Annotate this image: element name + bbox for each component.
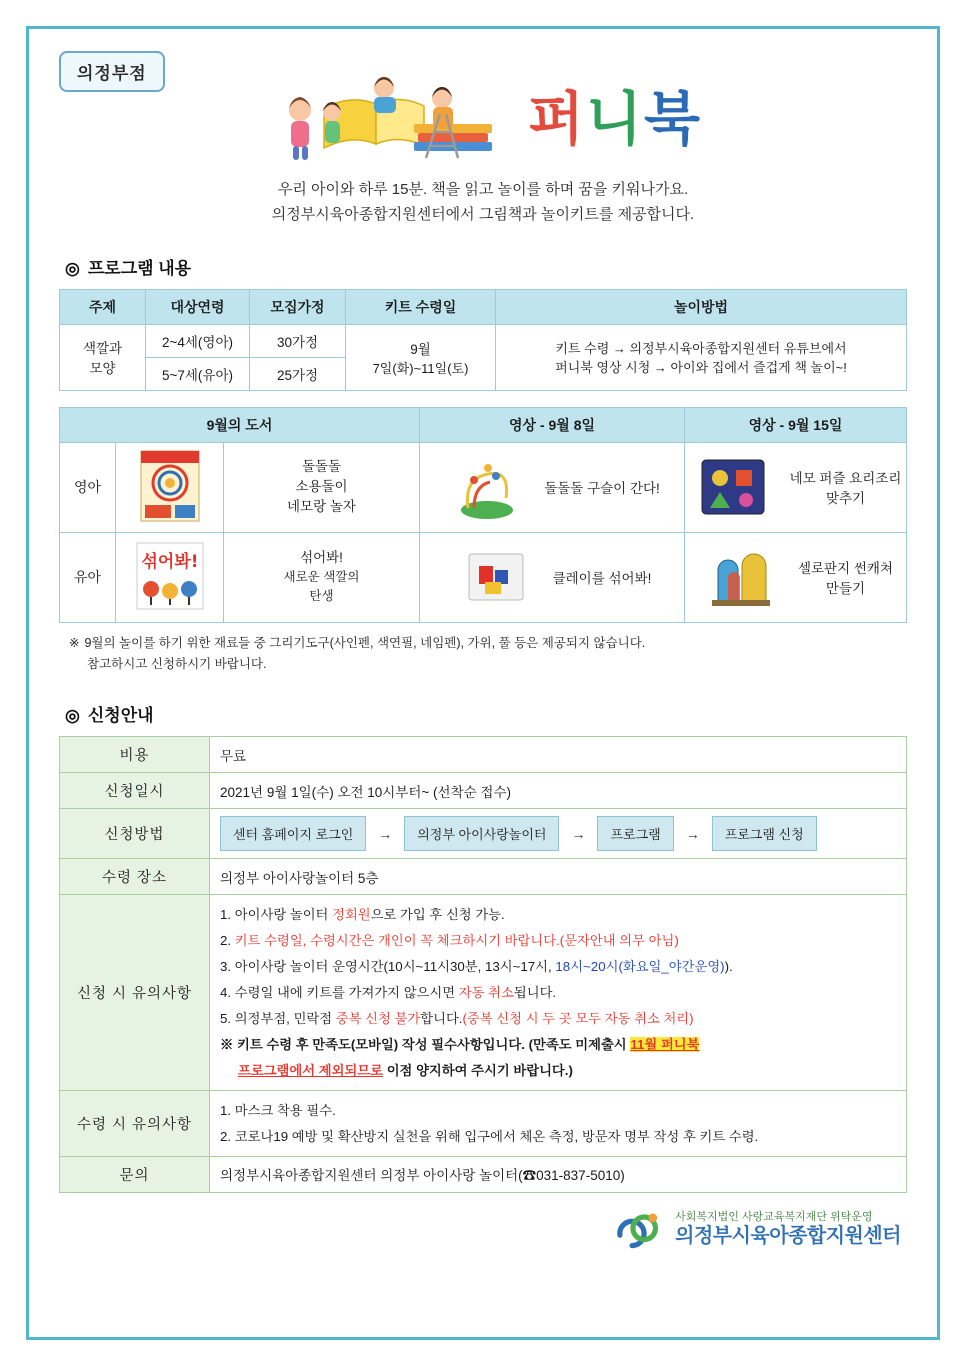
subject-line-1: 색깔과	[82, 341, 123, 356]
book-cover-icon	[127, 539, 213, 613]
cell-pickup-date	[346, 324, 496, 390]
book-title-line-3: 탄생	[309, 589, 334, 604]
cell-subject	[60, 324, 146, 390]
svg-text:섞어봐!: 섞어봐!	[140, 551, 199, 572]
book-title-line-1: 돌돌돌	[301, 458, 342, 474]
value-apply-method	[210, 809, 907, 859]
caution-item-5: 5. 의정부점, 민락점 중복 신청 불가합니다.(중복 신청 시 두 곳 모두 자동 취소 처리)	[220, 1010, 694, 1026]
book-title-line-3: 네모랑 놀자	[287, 499, 356, 515]
cell-book-cover-child	[116, 532, 224, 622]
value-pickup-place: 의정부 아이사랑놀이터 5층	[210, 859, 907, 895]
center-logo-icon	[613, 1209, 665, 1251]
program-title	[527, 87, 703, 152]
cell-age-infant-label: 영아	[60, 442, 116, 532]
value-contact: 의정부시육아종합지원센터 의정부 아이사랑 놀이터(☎031-837-5010)	[210, 1156, 907, 1192]
bullet-icon: ◎	[65, 258, 80, 278]
marble-run-toy-icon	[444, 450, 530, 524]
th-families: 모집가정	[250, 289, 346, 324]
value-apply-cautions	[210, 895, 907, 1091]
book-cover-icon	[127, 449, 213, 523]
table-row	[60, 442, 907, 532]
subject-line-2: 모양	[89, 361, 116, 376]
th-age: 대상연령	[146, 289, 250, 324]
book-title-line-1: 섞어봐!	[300, 550, 343, 566]
tagline	[59, 178, 907, 228]
application-table	[59, 736, 907, 1193]
flow-step-3: 프로그램	[597, 816, 673, 851]
cell-video1-infant	[420, 442, 685, 532]
table-header-row	[60, 407, 907, 442]
materials-note-line-1: 9월의 놀이를 하기 위한 재료들 중 그리기도구(사인펜, 색연필, 네임펜), 가위, 풀 등은 제공되지 않습니다.	[84, 635, 646, 650]
table-row	[60, 532, 907, 622]
cell-book-title-infant	[224, 442, 420, 532]
tagline-line-2: 의정부시육아종합지원센터에서 그림책과 놀이키트를 제공합니다.	[271, 205, 695, 223]
caution-star-line-2: 프로그램에서 제외되므로 이점 양지하여 주시기 바랍니다.)	[238, 1062, 573, 1078]
label-contact: 문의	[60, 1156, 210, 1192]
book-title-line-2: 새로운 색깔의	[283, 570, 360, 585]
receive-item-2: 2. 코로나19 예방 및 확산방지 실천을 위해 입구에서 체온 측정, 방문자 명부 작성 후 키트 수령.	[220, 1128, 759, 1144]
title-char-2: 니	[585, 87, 645, 152]
receive-item-1: 1. 마스크 착용 필수.	[220, 1103, 336, 1119]
cell-age-child: 5~7세(유아)	[146, 357, 250, 390]
th-video-sep-15: 영상 - 9월 15일	[685, 407, 907, 442]
video1-label-child: 클레이를 섞어봐!	[552, 571, 652, 586]
caution-item-2: 2. 키트 수령일, 수령시간은 개인이 꼭 체크하시기 바랍니다.(문자안내 의무 아님)	[220, 932, 679, 948]
table-header-row	[60, 289, 907, 324]
materials-note-line-2: 참고하시고 신청하시기 바랍니다.	[87, 656, 267, 671]
materials-note	[69, 633, 907, 676]
method-line-1: 키트 수령 → 의정부시육아종합지원센터 유튜브에서	[555, 341, 847, 356]
label-apply-method: 신청방법	[60, 809, 210, 859]
value-receive-cautions	[210, 1091, 907, 1157]
section-title-program	[65, 254, 907, 279]
table-row-cost	[60, 737, 907, 773]
video2-label-infant: 네모 퍼즐 요리조리 맞추기	[789, 471, 902, 506]
footer-org-name: 의정부시육아종합지원센터	[675, 1225, 901, 1248]
video2-label-child: 셀로판지 썬캐쳐 만들기	[797, 561, 894, 596]
table-row-contact	[60, 1156, 907, 1192]
pickup-line-1: 9월	[410, 341, 431, 357]
table-row-cautions	[60, 895, 907, 1091]
th-subject: 주제	[60, 289, 146, 324]
caution-item-1: 1. 아이사랑 놀이터 정회원으로 가입 후 신청 가능.	[220, 907, 505, 922]
value-apply-datetime: 2021년 9월 1일(수) 오전 10시부터~ (선착순 접수)	[210, 773, 907, 809]
cell-play-method	[496, 324, 907, 390]
label-apply-cautions: 신청 시 유의사항	[60, 895, 210, 1091]
table-row	[60, 324, 907, 357]
th-video-sep-8: 영상 - 9월 8일	[420, 407, 685, 442]
method-line-2: 퍼니북 영상 시청 → 아이와 집에서 즐겁게 책 놀이~!	[555, 360, 847, 375]
cell-video2-infant	[685, 442, 907, 532]
cell-video1-child	[420, 532, 685, 622]
value-cost: 무료	[210, 737, 907, 773]
section-title-program-label: 프로그램 내용	[87, 258, 192, 278]
book-title-line-2: 소용돌이	[295, 478, 348, 494]
cell-book-title-child	[224, 532, 420, 622]
flow-arrow-icon: →	[378, 825, 393, 842]
asterisk-icon: ※	[69, 635, 80, 650]
th-books-of-september: 9월의 도서	[60, 407, 420, 442]
footer-org-small: 사회복지법인 사랑교육복지재단 위탁운영	[675, 1210, 873, 1223]
program-table	[59, 289, 907, 391]
caution-star-line-1: ※ 키트 수령 후 만족도(모바일) 작성 필수사항입니다. (만족도 미제출시 11월 퍼니북	[220, 1036, 700, 1052]
cell-age-child-label: 유아	[60, 532, 116, 622]
tagline-line-1: 우리 아이와 하루 15분. 책을 읽고 놀이를 하며 꿈을 키워나가요.	[277, 181, 689, 198]
books-table	[59, 407, 907, 623]
section-title-apply	[65, 701, 907, 726]
video1-label-infant: 돌돌돌 구슬이 간다!	[544, 481, 660, 496]
table-row-datetime	[60, 773, 907, 809]
suncatcher-icon	[698, 540, 784, 614]
label-receive-cautions: 수령 시 유의사항	[60, 1091, 210, 1157]
footer	[59, 1209, 907, 1251]
footer-text	[675, 1211, 901, 1250]
clay-pack-icon	[453, 540, 539, 614]
section-title-apply-label: 신청안내	[87, 706, 154, 725]
pickup-line-2: 7일(화)~11일(토)	[372, 360, 469, 376]
flow-arrow-icon: →	[685, 825, 700, 842]
flow-arrow-icon: →	[571, 825, 586, 842]
caution-item-3: 3. 아이사랑 놀이터 운영시간(10시~11시30분, 13시~17시, 18시~20시(화요일_야간운영)).	[220, 958, 733, 974]
label-pickup-place: 수령 장소	[60, 859, 210, 895]
flow-step-4: 프로그램 신청	[712, 816, 817, 851]
table-row-place	[60, 859, 907, 895]
shape-puzzle-icon	[690, 450, 776, 524]
poster-frame	[26, 26, 940, 1340]
cell-families-child: 25가정	[250, 357, 346, 390]
branch-badge: 의정부점	[59, 51, 165, 92]
label-cost: 비용	[60, 737, 210, 773]
title-char-1: 퍼	[527, 87, 586, 152]
table-row-receive	[60, 1091, 907, 1157]
cell-video2-child	[685, 532, 907, 622]
caution-item-4: 4. 수령일 내에 키트를 가져가지 않으시면 자동 취소됩니다.	[220, 984, 557, 1000]
cell-families-infant: 30가정	[250, 324, 346, 357]
title-char-3: 북	[644, 87, 703, 152]
logo-row	[59, 70, 907, 170]
th-method: 놀이방법	[496, 289, 907, 324]
table-row-method	[60, 809, 907, 859]
flow-step-1: 센터 홈페이지 로그인	[220, 816, 366, 851]
flow-step-2: 의정부 아이사랑놀이터	[404, 816, 559, 851]
bullet-icon: ◎	[65, 706, 80, 725]
label-apply-datetime: 신청일시	[60, 773, 210, 809]
apply-flow	[220, 816, 896, 851]
cell-book-cover-infant	[116, 442, 224, 532]
children-reading-illustration	[264, 70, 514, 170]
th-pickup: 키트 수령일	[346, 289, 496, 324]
cell-age-infant: 2~4세(영아)	[146, 324, 250, 357]
